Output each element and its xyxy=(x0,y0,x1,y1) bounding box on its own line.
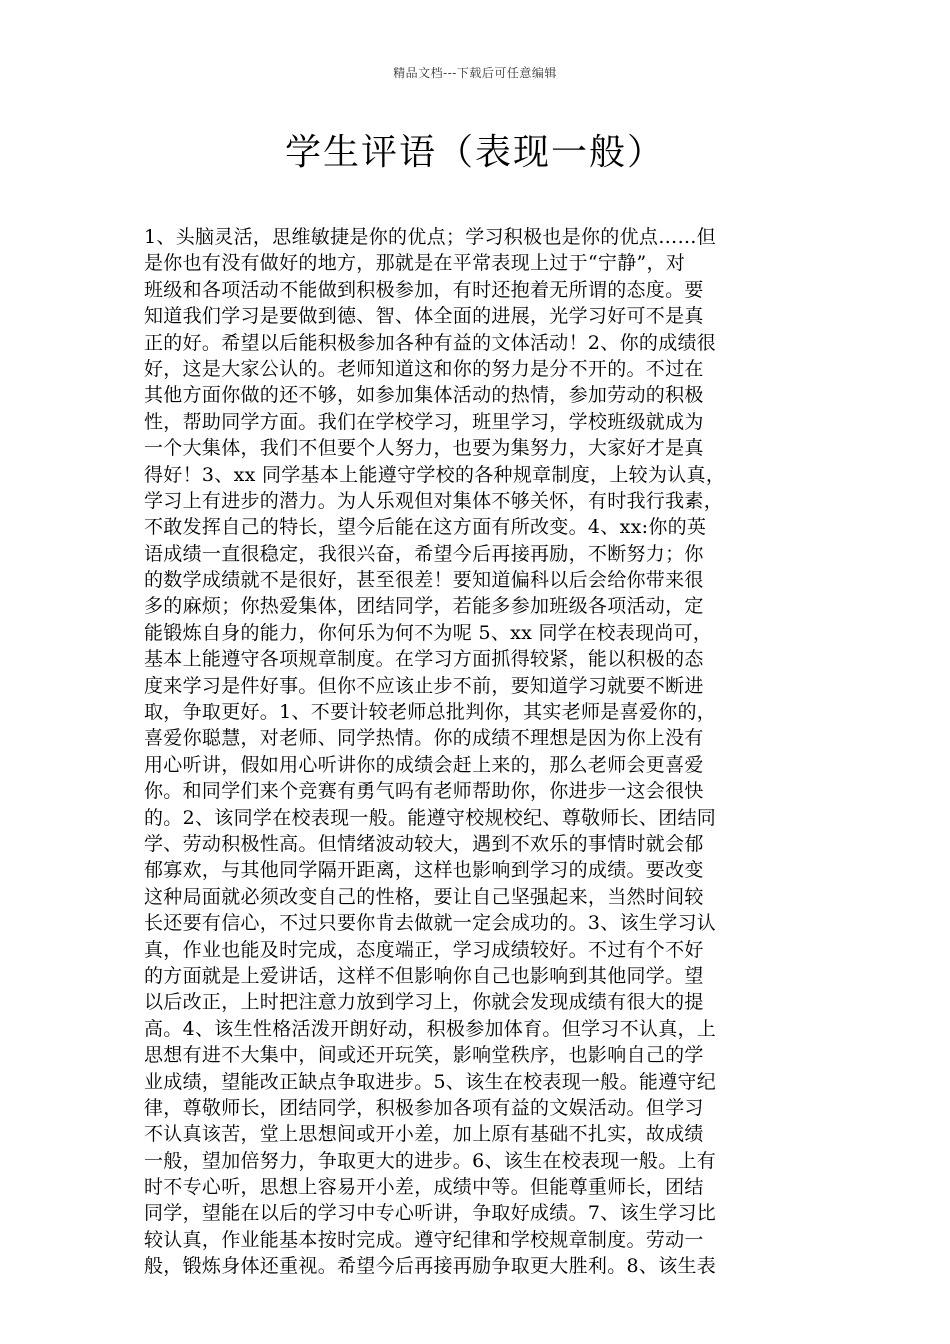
body-line: 基本上能遵守各项规章制度。在学习方面抓得较紧，能以积极的态 xyxy=(144,648,704,671)
body-line: 较认真，作业能基本按时完成。遵守纪律和学校规章制度。劳动一 xyxy=(144,1228,704,1251)
body-line: 取，争取更好。1、不要计较老师总批判你，其实老师是喜爱你的， xyxy=(144,701,717,724)
body-line: 这种局面就必须改变自己的性格，要让自己坚强起来，当然时间较 xyxy=(144,885,704,908)
body-line: 以后改正，上时把注意力放到学习上，你就会发现成绩有很大的提 xyxy=(144,991,704,1014)
body-line: 得好！3、xx 同学基本上能遵守学校的各种规章制度，上较为认真， xyxy=(144,463,726,486)
body-line: 性，帮助同学方面。我们在学校学习，班里学习，学校班级就成为 xyxy=(144,410,704,433)
body-line: 语成绩一直很稳定，我很兴奋，希望今后再接再励，不断努力；你 xyxy=(144,542,704,565)
header-note: 精品文档---下载后可任意编辑 xyxy=(393,66,557,80)
document-body xyxy=(144,224,809,1280)
body-line: 不敢发挥自己的特长，望今后能在这方面有所改变。4、xx:你的英 xyxy=(144,516,707,539)
body-line: 其他方面你做的还不够，如参加集体活动的热情，参加劳动的积极 xyxy=(144,384,704,407)
body-line: 知道我们学习是要做到德、智、体全面的进展，光学习好可不是真 xyxy=(144,305,704,328)
body-line: 度来学习是件好事。但你不应该止步不前，要知道学习就要不断进 xyxy=(144,674,704,697)
body-line: 高。4、该生性格活泼开朗好动，积极参加体育。但学习不认真，上 xyxy=(144,1017,717,1040)
body-line: 学习上有进步的潜力。为人乐观但对集体不够关怀，有时我行我素， xyxy=(144,489,724,512)
body-line: 用心听讲，假如用心听讲你的成绩会赶上来的，那么老师会更喜爱 xyxy=(144,753,704,776)
body-line: 时不专心听，思想上容易开小差，成绩中等。但能尊重师长，团结 xyxy=(144,1176,704,1199)
body-line: 般，锻炼身体还重视。希望今后再接再励争取更大胜利。8、该生表 xyxy=(144,1255,717,1278)
body-line: 郁寡欢，与其他同学隔开距离，这样也影响到学习的成绩。要改变 xyxy=(144,859,704,882)
body-line: 长还要有信心，不过只要你肯去做就一定会成功的。3、该生学习认 xyxy=(144,912,717,935)
body-line: 学、劳动积极性高。但情绪波动较大，遇到不欢乐的事情时就会郁 xyxy=(144,832,704,855)
body-line: 的。2、该同学在校表现一般。能遵守校规校纪、尊敬师长、团结同 xyxy=(144,806,717,829)
body-line: 业成绩，望能改正缺点争取进步。5、该生在校表现一般。能遵守纪 xyxy=(144,1070,717,1093)
body-line: 你。和同学们来个竞赛有勇气吗有老师帮助你，你进步一这会很快 xyxy=(144,780,704,803)
document-title: 学生评语（表现一般） xyxy=(284,132,665,173)
body-line: 一个大集体，我们不但要个人努力，也要为集努力，大家好才是真 xyxy=(144,437,704,460)
body-line: 真，作业也能及时完成，态度端正，学习成绩较好。不过有个不好 xyxy=(144,938,704,961)
body-line: 的数学成绩就不是很好，甚至很差！要知道偏科以后会给你带来很 xyxy=(144,569,704,592)
body-line: 能锻炼自身的能力，你何乐为何不为呢 5、xx 同学在校表现尚可， xyxy=(144,621,713,644)
body-line: 班级和各项活动不能做到积极参加，有时还抱着无所谓的态度。要 xyxy=(144,278,704,301)
body-line: 思想有进不大集中，间或还开玩笑，影响堂秩序，也影响自己的学 xyxy=(144,1044,704,1067)
body-line: 正的好。希望以后能积极参加各种有益的文体活动！2、你的成绩很 xyxy=(144,331,717,354)
body-line: 多的麻烦；你热爱集体，团结同学，若能多参加班级各项活动，定 xyxy=(144,595,704,618)
body-line: 的方面就是上爱讲话，这样不但影响你自己也影响到其他同学。望 xyxy=(144,964,704,987)
body-line: 1、头脑灵活，思维敏捷是你的优点；学习积极也是你的优点……但 xyxy=(144,226,717,248)
body-line: 同学，望能在以后的学习中专心听讲，争取好成绩。7、该生学习比 xyxy=(144,1202,717,1225)
body-line: 一般，望加倍努力，争取更大的进步。6、该生在校表现一般。上有 xyxy=(144,1149,717,1172)
body-line: 喜爱你聪慧，对老师、同学热情。你的成绩不理想是因为你上没有 xyxy=(144,727,704,750)
body-line: 好，这是大家公认的。老师知道这和你的努力是分不开的。不过在 xyxy=(144,357,704,380)
body-line: 是你也有没有做好的地方，那就是在平常表现上过于“宁静”，对 xyxy=(144,252,686,275)
body-line: 不认真该苦，堂上思想间或开小差，加上原有基础不扎实，故成绩 xyxy=(144,1123,704,1146)
body-line: 律，尊敬师长，团结同学，积极参加各项有益的文娱活动。但学习 xyxy=(144,1096,704,1119)
